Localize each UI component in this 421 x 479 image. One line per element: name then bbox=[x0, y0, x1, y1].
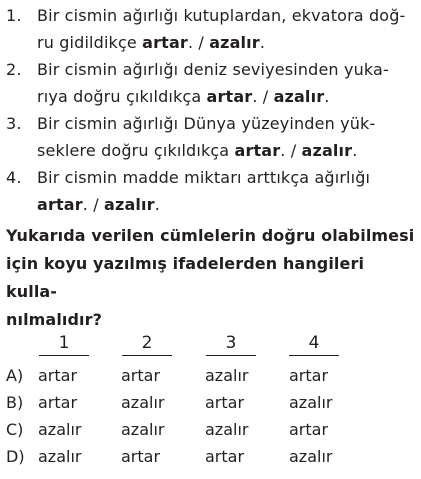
bold-option: artar bbox=[142, 33, 188, 52]
option-letter: B) bbox=[6, 393, 24, 412]
option-letter: A) bbox=[6, 366, 24, 385]
statement-2 bbox=[6, 56, 416, 110]
statement-text bbox=[37, 2, 416, 56]
column-header-1: 1 bbox=[39, 333, 89, 356]
statement-line: seklere doğru çıkıldıkça bbox=[37, 141, 235, 160]
statement-number: 4. bbox=[6, 168, 22, 187]
period: . bbox=[154, 195, 160, 214]
option-cell: azalır bbox=[289, 393, 333, 412]
statement-number: 3. bbox=[6, 114, 22, 133]
option-cell: azalır bbox=[289, 447, 333, 466]
option-cell: azalır bbox=[38, 447, 82, 466]
question-line: nılmalıdır? bbox=[6, 310, 103, 329]
statement-text bbox=[37, 56, 416, 110]
statement-text bbox=[37, 110, 416, 164]
separator: . / bbox=[252, 87, 274, 106]
option-cell: artar bbox=[38, 393, 78, 412]
separator: . / bbox=[187, 33, 210, 52]
statement-4 bbox=[6, 164, 416, 218]
option-cell: artar bbox=[121, 366, 161, 385]
statement-text bbox=[37, 164, 416, 218]
statement-number: 2. bbox=[6, 60, 22, 79]
statement-1 bbox=[6, 2, 416, 56]
statement-line: Bir cismin ağırlığı kutuplardan, ekvatora doğ- bbox=[37, 6, 406, 25]
option-cell: artar bbox=[205, 393, 245, 412]
column-header-3: 3 bbox=[206, 333, 256, 356]
question-line: Yukarıda verilen cümlelerin doğru olabilmesi bbox=[6, 226, 415, 245]
option-cell: azalır bbox=[38, 420, 82, 439]
column-header-2: 2 bbox=[122, 333, 172, 356]
statement-number: 1. bbox=[6, 6, 22, 25]
separator: . / bbox=[82, 195, 105, 214]
question-stem bbox=[6, 222, 416, 334]
option-cell: azalır bbox=[121, 393, 165, 412]
option-cell: artar bbox=[205, 447, 245, 466]
bold-option: artar bbox=[234, 141, 281, 160]
bold-option: artar bbox=[206, 87, 253, 106]
statement-line: ru gidildikçe bbox=[37, 33, 143, 52]
option-cell: azalır bbox=[205, 420, 249, 439]
option-letter: D) bbox=[6, 447, 25, 466]
option-cell: azalır bbox=[121, 420, 165, 439]
statement-list bbox=[6, 2, 416, 218]
bold-option: azalır bbox=[104, 195, 155, 214]
column-header-4: 4 bbox=[289, 333, 339, 356]
option-letter: C) bbox=[6, 420, 24, 439]
option-cell: artar bbox=[289, 366, 329, 385]
statement-line: Bir cismin madde miktarı arttıkça ağırlığı bbox=[37, 168, 371, 187]
question-line: için koyu yazılmış ifadelerden hangileri kulla- bbox=[6, 254, 365, 301]
period: . bbox=[324, 87, 330, 106]
option-cell: azalır bbox=[205, 366, 249, 385]
statement-line: Bir cismin ağırlığı Dünya yüzeyinden yük- bbox=[37, 114, 376, 133]
period: . bbox=[259, 33, 266, 52]
option-cell: artar bbox=[38, 366, 78, 385]
bold-option: azalır bbox=[273, 87, 325, 106]
statement-3 bbox=[6, 110, 416, 164]
option-cell: artar bbox=[121, 447, 161, 466]
statement-line: Bir cismin ağırlığı deniz seviyesinden yuka- bbox=[37, 60, 389, 79]
bold-option: azalır bbox=[209, 33, 260, 52]
option-cell: artar bbox=[289, 420, 329, 439]
separator: . / bbox=[280, 141, 302, 160]
period: . bbox=[352, 141, 358, 160]
bold-option: azalır bbox=[301, 141, 353, 160]
bold-option: artar bbox=[37, 195, 83, 214]
statement-line: rıya doğru çıkıldıkça bbox=[37, 87, 207, 106]
